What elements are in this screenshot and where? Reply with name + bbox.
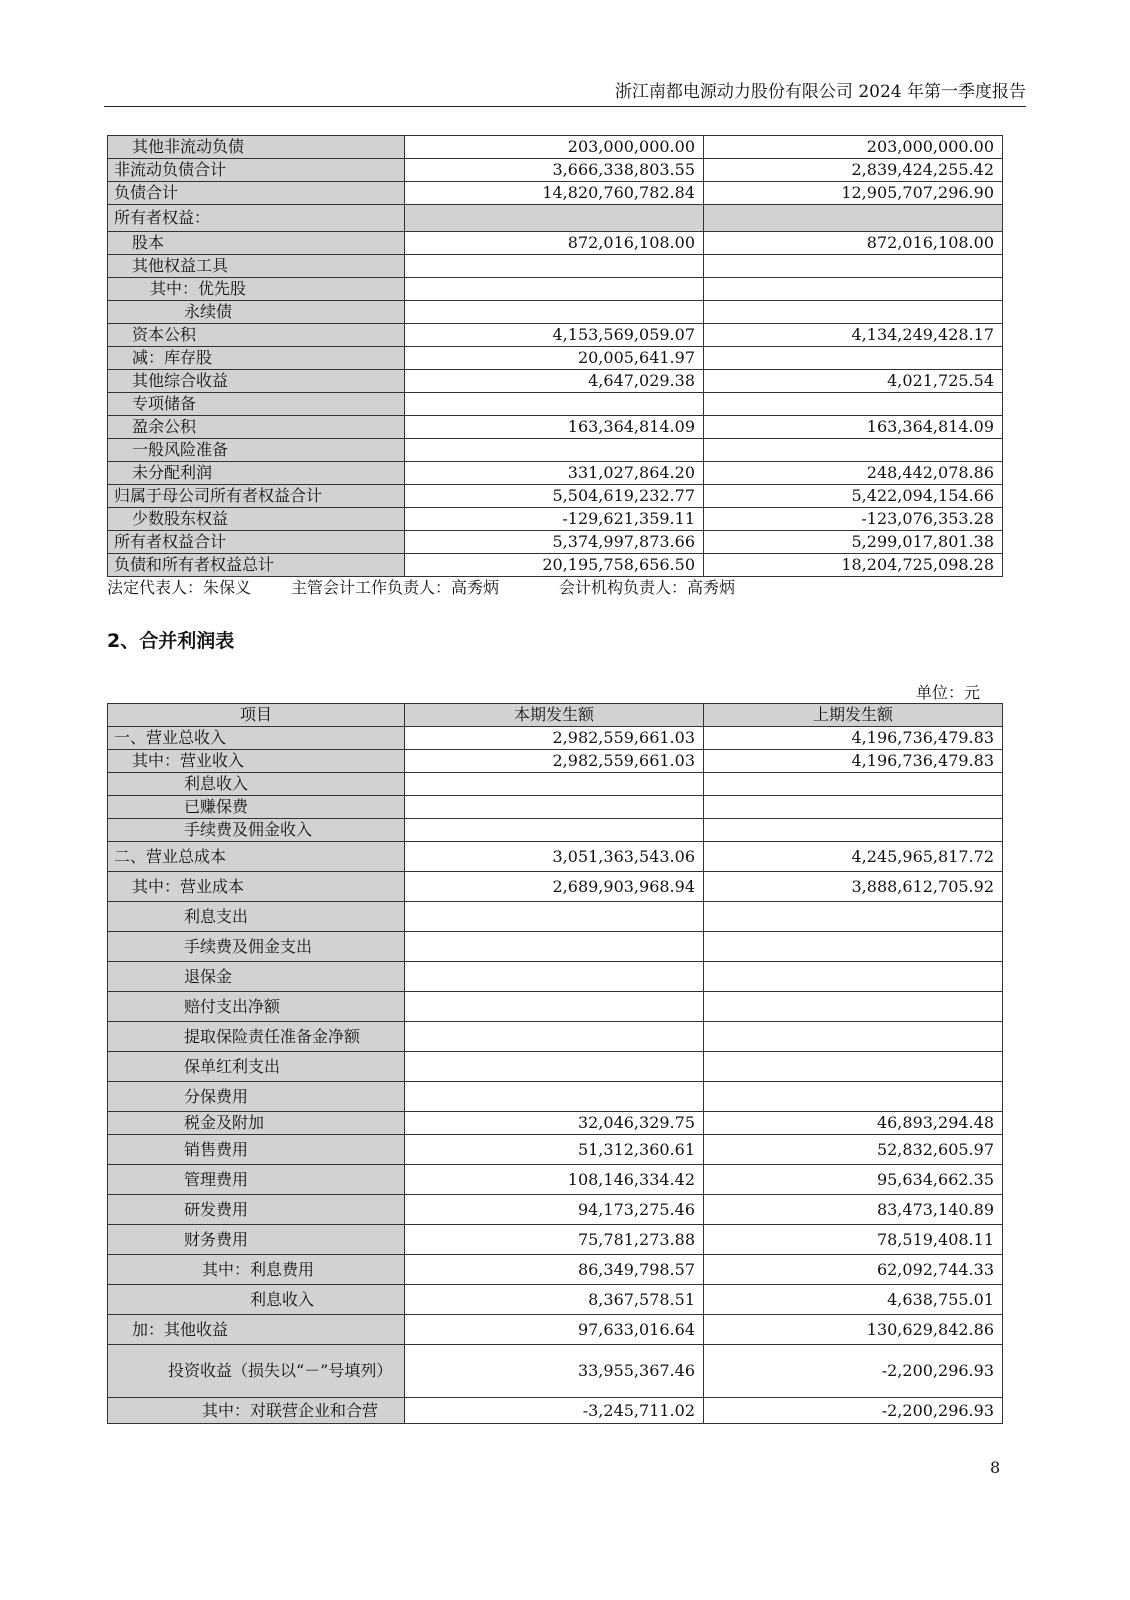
- prior-value: 4,245,965,817.72: [704, 842, 1003, 872]
- header-title: 浙江南都电源动力股份有限公司 2024 年第一季度报告: [614, 82, 1026, 102]
- table-row: [108, 872, 1003, 902]
- table-row: [108, 727, 1003, 750]
- row-label: 少数股东权益: [108, 508, 405, 531]
- signature-line: [107, 575, 735, 598]
- prior-value: 163,364,814.09: [704, 416, 1003, 439]
- current-value: [405, 819, 704, 842]
- table-row: [108, 347, 1003, 370]
- prior-value: [704, 1052, 1003, 1082]
- prior-value: 4,134,249,428.17: [704, 324, 1003, 347]
- row-label: 其他非流动负债: [108, 136, 405, 159]
- current-value: [405, 773, 704, 796]
- current-value: 4,153,569,059.07: [405, 324, 704, 347]
- current-value: [405, 278, 704, 301]
- current-value: 51,312,360.61: [405, 1135, 704, 1165]
- current-value: 3,051,363,543.06: [405, 842, 704, 872]
- column-header-current: 本期发生额: [405, 704, 704, 727]
- row-label: 股本: [108, 232, 405, 255]
- current-value: 33,955,367.46: [405, 1345, 704, 1398]
- prior-value: 95,634,662.35: [704, 1165, 1003, 1195]
- table-row: [108, 796, 1003, 819]
- table-row: [108, 554, 1003, 577]
- prior-value: 5,299,017,801.38: [704, 531, 1003, 554]
- unit-label: 单位：元: [916, 683, 981, 702]
- current-value: 2,982,559,661.03: [405, 750, 704, 773]
- table-row: [108, 278, 1003, 301]
- prior-value: [704, 962, 1003, 992]
- column-header-prior: 上期发生额: [704, 704, 1003, 727]
- current-value: [405, 932, 704, 962]
- row-label: 分保费用: [108, 1082, 405, 1112]
- row-label: 税金及附加: [108, 1112, 405, 1135]
- current-value: 14,820,760,782.84: [405, 182, 704, 205]
- prior-value: [704, 902, 1003, 932]
- prior-value: [704, 1082, 1003, 1112]
- row-label: 负债合计: [108, 182, 405, 205]
- prior-value: 18,204,725,098.28: [704, 554, 1003, 577]
- prior-value: 872,016,108.00: [704, 232, 1003, 255]
- prior-value: [704, 773, 1003, 796]
- current-value: 86,349,798.57: [405, 1255, 704, 1285]
- table-row: [108, 393, 1003, 416]
- table-row: [108, 992, 1003, 1022]
- table-row: [108, 462, 1003, 485]
- row-label: 一、营业总收入: [108, 727, 405, 750]
- prior-value: 3,888,612,705.92: [704, 872, 1003, 902]
- accounting-org-head: 会计机构负责人：高秀炳: [559, 578, 736, 597]
- row-label: 利息收入: [108, 773, 405, 796]
- table-row: [108, 485, 1003, 508]
- prior-value: 248,442,078.86: [704, 462, 1003, 485]
- prior-value: [704, 255, 1003, 278]
- row-label: 保单红利支出: [108, 1052, 405, 1082]
- current-value: 203,000,000.00: [405, 136, 704, 159]
- prior-value: [704, 301, 1003, 324]
- current-value: 3,666,338,803.55: [405, 159, 704, 182]
- prior-value: -123,076,353.28: [704, 508, 1003, 531]
- row-label: 其中：营业收入: [108, 750, 405, 773]
- row-label: 负债和所有者权益总计: [108, 554, 405, 577]
- row-label: 研发费用: [108, 1195, 405, 1225]
- page-number: 8: [990, 1458, 1001, 1477]
- row-label: 非流动负债合计: [108, 159, 405, 182]
- prior-value: 5,422,094,154.66: [704, 485, 1003, 508]
- current-value: 5,374,997,873.66: [405, 531, 704, 554]
- table-row: [108, 508, 1003, 531]
- prior-value: 62,092,744.33: [704, 1255, 1003, 1285]
- prior-value: 12,905,707,296.90: [704, 182, 1003, 205]
- prior-value: 2,839,424,255.42: [704, 159, 1003, 182]
- current-value: [405, 205, 704, 232]
- row-label: 财务费用: [108, 1225, 405, 1255]
- row-label: 手续费及佣金收入: [108, 819, 405, 842]
- current-value: [405, 255, 704, 278]
- table-row: [108, 773, 1003, 796]
- prior-value: [704, 439, 1003, 462]
- current-value: 97,633,016.64: [405, 1315, 704, 1345]
- prior-value: [704, 796, 1003, 819]
- row-label: 赔付支出净额: [108, 992, 405, 1022]
- row-label: 其他权益工具: [108, 255, 405, 278]
- prior-value: 4,638,755.01: [704, 1285, 1003, 1315]
- legal-representative: 法定代表人：朱保义: [107, 578, 252, 597]
- row-label: 专项储备: [108, 393, 405, 416]
- table-row: [108, 255, 1003, 278]
- row-label: 归属于母公司所有者权益合计: [108, 485, 405, 508]
- table-row: [108, 324, 1003, 347]
- table-row: [108, 1112, 1003, 1135]
- row-label: 所有者权益：: [108, 205, 405, 232]
- prior-value: 83,473,140.89: [704, 1195, 1003, 1225]
- current-value: [405, 1052, 704, 1082]
- prior-value: 46,893,294.48: [704, 1112, 1003, 1135]
- table-row: [108, 902, 1003, 932]
- row-label: 其中：营业成本: [108, 872, 405, 902]
- current-value: 2,982,559,661.03: [405, 727, 704, 750]
- current-value: -3,245,711.02: [405, 1398, 704, 1424]
- row-label: 利息收入: [108, 1285, 405, 1315]
- row-label: 利息支出: [108, 902, 405, 932]
- table-row: [108, 750, 1003, 773]
- row-label: 二、营业总成本: [108, 842, 405, 872]
- row-label: 永续债: [108, 301, 405, 324]
- table-row: [108, 159, 1003, 182]
- current-value: [405, 393, 704, 416]
- current-value: 5,504,619,232.77: [405, 485, 704, 508]
- table-row: [108, 842, 1003, 872]
- prior-value: 4,021,725.54: [704, 370, 1003, 393]
- table-row: [108, 1022, 1003, 1052]
- table-header-row: [108, 704, 1003, 727]
- table-row: [108, 416, 1003, 439]
- current-value: 32,046,329.75: [405, 1112, 704, 1135]
- table-row: [108, 932, 1003, 962]
- income-statement-table: [107, 703, 1003, 1424]
- table-row: [108, 1082, 1003, 1112]
- current-value: 20,005,641.97: [405, 347, 704, 370]
- table-row: [108, 1315, 1003, 1345]
- current-value: [405, 1082, 704, 1112]
- prior-value: 78,519,408.11: [704, 1225, 1003, 1255]
- row-label: 加：其他收益: [108, 1315, 405, 1345]
- current-value: 20,195,758,656.50: [405, 554, 704, 577]
- table-row: [108, 205, 1003, 232]
- prior-value: -2,200,296.93: [704, 1345, 1003, 1398]
- current-value: 2,689,903,968.94: [405, 872, 704, 902]
- row-label: 手续费及佣金支出: [108, 932, 405, 962]
- table-row: [108, 1195, 1003, 1225]
- current-value: [405, 796, 704, 819]
- current-value: [405, 962, 704, 992]
- prior-value: 203,000,000.00: [704, 136, 1003, 159]
- table-row: [108, 1135, 1003, 1165]
- row-label: 投资收益（损失以“－”号填列）: [108, 1345, 405, 1398]
- prior-value: 52,832,605.97: [704, 1135, 1003, 1165]
- table-row: [108, 136, 1003, 159]
- current-value: [405, 902, 704, 932]
- row-label: 管理费用: [108, 1165, 405, 1195]
- prior-value: 4,196,736,479.83: [704, 750, 1003, 773]
- row-label: 盈余公积: [108, 416, 405, 439]
- column-header-item: 项目: [108, 704, 405, 727]
- prior-value: [704, 992, 1003, 1022]
- table-row: [108, 370, 1003, 393]
- row-label: 退保金: [108, 962, 405, 992]
- row-label: 已赚保费: [108, 796, 405, 819]
- current-value: 108,146,334.42: [405, 1165, 704, 1195]
- prior-value: [704, 932, 1003, 962]
- table-row: [108, 182, 1003, 205]
- current-value: 163,364,814.09: [405, 416, 704, 439]
- page-header: [104, 80, 1026, 107]
- current-value: 872,016,108.00: [405, 232, 704, 255]
- table-row: [108, 1285, 1003, 1315]
- row-label: 其中：对联营企业和合营: [108, 1398, 405, 1424]
- table-row: [108, 1398, 1003, 1424]
- current-value: -129,621,359.11: [405, 508, 704, 531]
- row-label: 销售费用: [108, 1135, 405, 1165]
- prior-value: 4,196,736,479.83: [704, 727, 1003, 750]
- row-label: 未分配利润: [108, 462, 405, 485]
- row-label: 资本公积: [108, 324, 405, 347]
- current-value: 4,647,029.38: [405, 370, 704, 393]
- current-value: 75,781,273.88: [405, 1225, 704, 1255]
- current-value: [405, 992, 704, 1022]
- table-row: [108, 819, 1003, 842]
- table-row: [108, 1225, 1003, 1255]
- prior-value: [704, 819, 1003, 842]
- table-row: [108, 962, 1003, 992]
- table-row: [108, 1165, 1003, 1195]
- prior-value: 130,629,842.86: [704, 1315, 1003, 1345]
- row-label: 其中：利息费用: [108, 1255, 405, 1285]
- current-value: 94,173,275.46: [405, 1195, 704, 1225]
- row-label: 所有者权益合计: [108, 531, 405, 554]
- table-row: [108, 232, 1003, 255]
- row-label: 一般风险准备: [108, 439, 405, 462]
- prior-value: [704, 347, 1003, 370]
- table-row: [108, 1052, 1003, 1082]
- prior-value: [704, 278, 1003, 301]
- row-label: 提取保险责任准备金净额: [108, 1022, 405, 1052]
- prior-value: [704, 393, 1003, 416]
- table-row: [108, 1345, 1003, 1398]
- row-label: 其他综合收益: [108, 370, 405, 393]
- table-row: [108, 531, 1003, 554]
- row-label: 减：库存股: [108, 347, 405, 370]
- prior-value: [704, 1022, 1003, 1052]
- table-row: [108, 1255, 1003, 1285]
- balance-sheet-table: [107, 135, 1003, 577]
- current-value: 331,027,864.20: [405, 462, 704, 485]
- current-value: [405, 439, 704, 462]
- current-value: 8,367,578.51: [405, 1285, 704, 1315]
- current-value: [405, 301, 704, 324]
- prior-value: -2,200,296.93: [704, 1398, 1003, 1424]
- section-title: 2、合并利润表: [107, 630, 235, 652]
- accounting-head: 主管会计工作负责人：高秀炳: [291, 578, 500, 597]
- table-row: [108, 439, 1003, 462]
- row-label: 其中：优先股: [108, 278, 405, 301]
- table-row: [108, 301, 1003, 324]
- prior-value: [704, 205, 1003, 232]
- current-value: [405, 1022, 704, 1052]
